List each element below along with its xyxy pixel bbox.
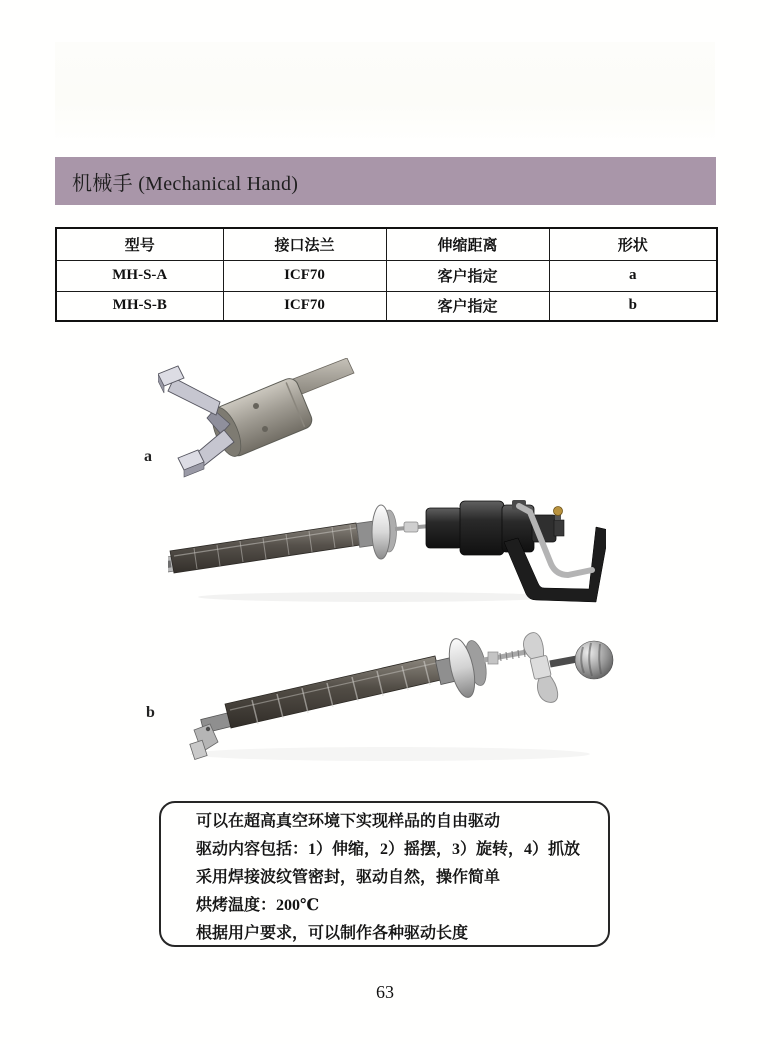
feature-line: 可以在超高真空环境下实现样品的自由驱动	[196, 813, 501, 830]
cell-flange: ICF70	[223, 291, 386, 321]
feature-line: 采用焊接波纹管密封，驱动自然，操作简单	[196, 869, 501, 886]
cell-distance: 客户指定	[386, 260, 549, 291]
features-box	[159, 801, 610, 947]
feature-line: 根据用户要求，可以制作各种驱动长度	[196, 925, 469, 942]
cell-shape: b	[549, 291, 717, 321]
spec-table-header-row	[56, 228, 717, 260]
col-header-shape: 形状	[549, 228, 717, 260]
scan-haze	[55, 42, 715, 142]
page-number: 63	[376, 982, 394, 1002]
mechanical-hand-photo-b	[150, 630, 618, 766]
col-header-model: 型号	[56, 228, 223, 260]
feature-line: 烘烤温度：200℃	[196, 897, 320, 914]
section-title: 机械手 (Mechanical Hand)	[72, 172, 299, 195]
col-header-flange: 接口法兰	[223, 228, 386, 260]
figure-a-label: a	[144, 448, 152, 465]
cell-shape: a	[549, 260, 717, 291]
figure-b-label: b	[146, 704, 155, 721]
feature-line: 驱动内容包括：1）伸缩，2）摇摆，3）旋转，4）抓放	[196, 841, 581, 858]
section-title-bar	[55, 157, 716, 205]
mechanical-hand-cad-image-a	[158, 358, 358, 480]
table-row	[56, 291, 717, 321]
cell-distance: 客户指定	[386, 291, 549, 321]
cell-model: MH-S-A	[56, 260, 223, 291]
spec-table	[55, 227, 718, 322]
cell-model: MH-S-B	[56, 291, 223, 321]
cell-flange: ICF70	[223, 260, 386, 291]
mechanical-hand-photo-top	[168, 498, 606, 604]
table-row	[56, 260, 717, 291]
col-header-distance: 伸缩距离	[386, 228, 549, 260]
